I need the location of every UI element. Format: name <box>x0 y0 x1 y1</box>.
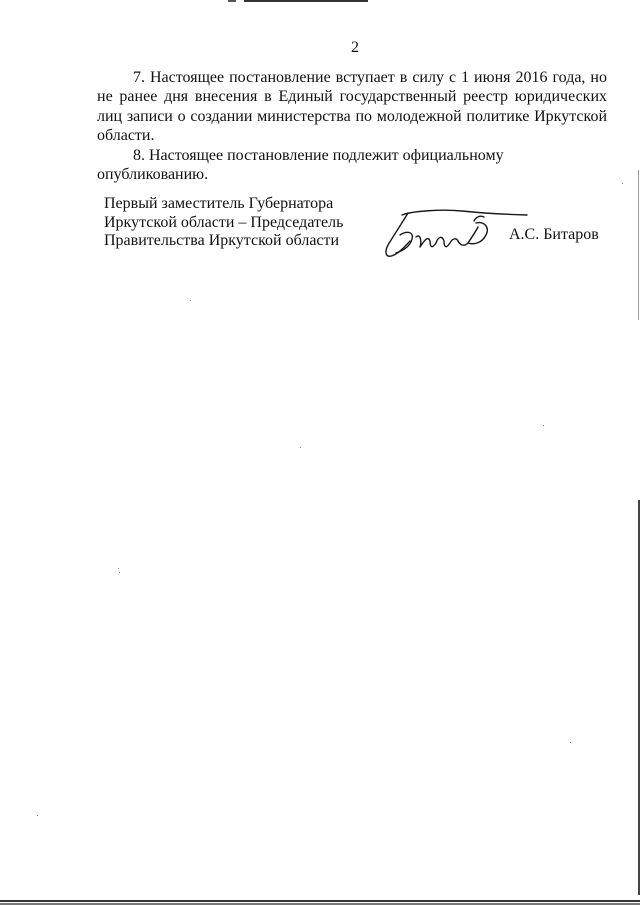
paragraph-7: 7. Настоящее постановление вступает в силу с 1 июня 2016 года, но не ранее дня внесения в Единый государственный реестр юридических лиц записи о создании министерства по молодежной политике Иркутской области. <box>97 69 607 145</box>
signatory-position <box>104 195 343 251</box>
body-text <box>97 68 607 184</box>
scan-artifact-line <box>228 0 236 2</box>
scan-artifact-line <box>244 0 368 2</box>
page-number: 2 <box>351 39 359 56</box>
scan-edge <box>0 900 640 902</box>
paragraph-8: 8. Настоящее постановление подлежит официальному опубликованию. <box>97 146 504 184</box>
signatory-position-line: Правительства Иркутской области <box>104 232 340 249</box>
signatory-position-line: Иркутской области – Председатель <box>104 213 344 231</box>
signatory-position-line: Первый заместитель Губернатора <box>104 195 334 212</box>
handwritten-signature <box>372 201 532 267</box>
scan-edge <box>638 170 639 320</box>
signatory-name: А.С. Битаров <box>509 226 599 243</box>
